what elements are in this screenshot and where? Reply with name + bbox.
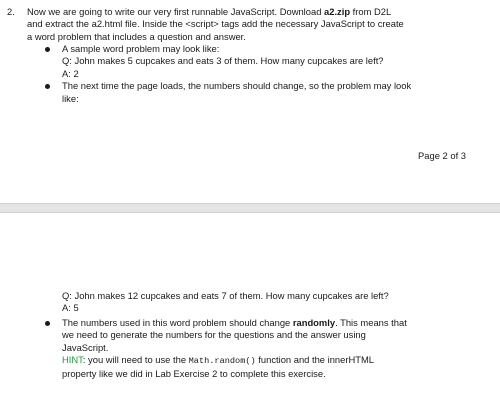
sample-answer: A: 2: [62, 67, 79, 79]
zip-filename: a2.zip: [324, 6, 351, 17]
bullet-next-load: The next time the page loads, the numbers should change, so the problem may look like:: [42, 80, 472, 105]
bullet-random-numbers: The numbers used in this word problem should change randomly. This means that we need to generate the numbers for the questions and the answer using JavaScript. HINT: you will need to use the Math.random() function and the innerHTML property like we did in Lab Exercise 2 to complete this exercise.: [42, 317, 472, 380]
item-intro: [27, 6, 482, 43]
intro-line-3: a word problem that includes a question and answer.: [27, 30, 246, 42]
bullet-sample-problem: A sample word problem may look like: Q: John makes 5 cupcakes and eats 3 of them. How many cupcakes are left? A: 2: [42, 43, 472, 80]
page-separator: [0, 203, 500, 213]
bullet-icon: [45, 321, 50, 326]
alternate-question: Q: John makes 12 cupcakes and eats 7 of them. How many cupcakes are left?: [62, 290, 389, 301]
hint-line: HINT: you will need to use the Math.random() function and the innerHTML: [62, 354, 374, 367]
math-random-code: Math.random(): [188, 356, 256, 367]
sample-question: Q: John makes 5 cupcakes and eats 3 of them. How many cupcakes are left?: [62, 55, 384, 67]
hint-label: HINT: [62, 354, 83, 366]
document-page-3: [0, 213, 500, 412]
item-number: 2.: [7, 6, 15, 17]
random-emphasis: randomly: [292, 317, 336, 328]
intro-line-1: Now we are going to write our very first runnable JavaScript. Download a2.zip from D2L: [27, 6, 392, 17]
alternate-problem: [62, 290, 482, 315]
intro-line-2: and extract the a2.html file. Inside the <script> tags add the necessary JavaScript to create: [27, 18, 404, 30]
page-number: Page 2 of 3: [418, 150, 466, 161]
alternate-answer: A: 5: [62, 302, 79, 314]
bullet-icon: [45, 47, 50, 52]
document-page-2: [0, 0, 500, 203]
bullet-list-2: [42, 317, 472, 380]
bullet-icon: [45, 84, 50, 89]
bullet-list: [42, 43, 472, 105]
